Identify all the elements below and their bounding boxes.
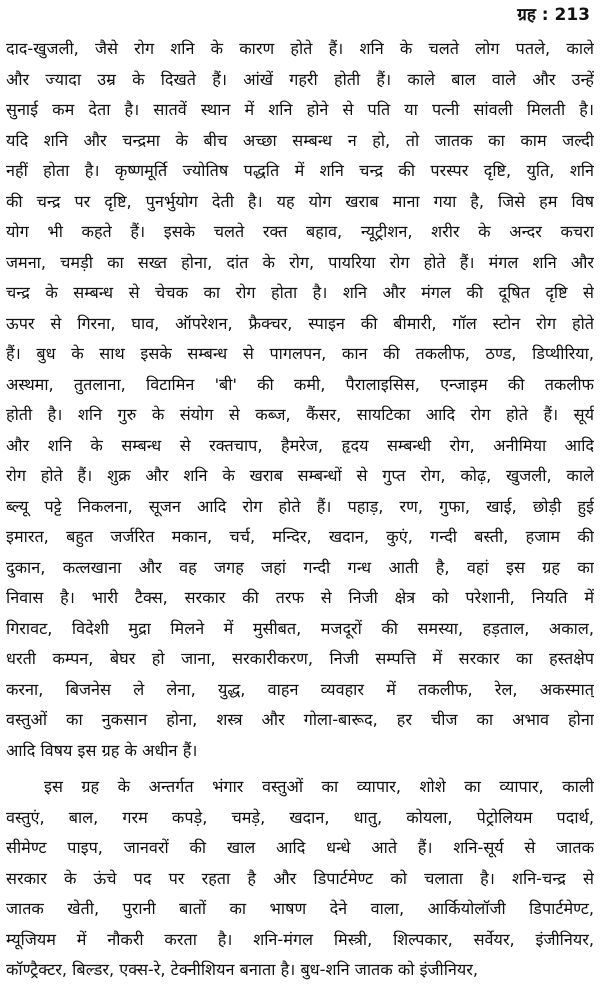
paragraph-2 xyxy=(6,772,594,986)
text-line: हैं। बुध के साथ इसके सम्बन्ध से पागलपन, कान की तकलीफ, ठण्ड, डिप्थीरिया, xyxy=(6,344,594,363)
text-line: सुनाई कम देता है। सातवें स्थान में शनि होने से पति या पत्नी सांवली मिलती है। xyxy=(6,100,594,119)
text-line: धरती कम्पन, बेघर हो जाना, सरकारीकरण, निजी सम्पत्ति में सरकार का हस्तक्षेप xyxy=(6,649,594,668)
page-header: ग्रह : 213 xyxy=(517,5,590,25)
text-line: इस ग्रह के अन्तर्गत भंगार वस्तुओं का व्यापार, शोशे का व्यापार, काली xyxy=(44,777,594,796)
text-line: निवास है। भारी टैक्स, सरकार की तरफ से निजी क्षेत्र को परेशानी, नियति में xyxy=(6,588,594,607)
text-line: चन्द्र के सम्बन्ध से चेचक का रोग होता है। शनि और मंगल की दूषित दृष्टि से xyxy=(6,283,594,302)
text-line: की चन्द्र पर दृष्टि, पुनर्भुयोग देती है। यह योग खराब माना गया है, जिसे हम विष xyxy=(6,191,594,211)
text-line: जमना, चमड़ी का सख्त होना, दांत के रोग, पायरिया रोग होते हैं। मंगल शनि और xyxy=(6,252,594,272)
text-line: और शनि के सम्बन्ध से रक्तचाप, हैमरेज, हृदय सम्बन्धी रोग, अनीमिया आदि xyxy=(6,435,594,455)
text-line: यदि शनि और चन्द्रमा के बीच अच्छा सम्बन्ध न हो, तो जातक का काम जल्दी xyxy=(6,130,594,150)
text-line: आदि विषय इस ग्रह के अधीन हैं। xyxy=(6,740,198,760)
text-line: सरकार के ऊंचे पद पर रहता है और डिपार्टमेण्ट को चलाता है। शनि-चन्द्र से xyxy=(6,868,594,888)
paragraph-1 xyxy=(6,34,594,766)
text-line: म्यूजियम में नौकरी करता है। शनि-मंगल मिस्त्री, शिल्पकार, सर्वेयर, इंजीनियर, xyxy=(6,929,594,949)
text-line: इमारत, बहुत जर्जरित मकान, चर्च, मन्दिर, खदान, कुएं, गन्दी बस्ती, हजाम की xyxy=(6,527,594,546)
text-line: दाद-खुजली, जैसे रोग शनि के कारण होते हैं। शनि के चलते लोग पतले, काले xyxy=(6,39,594,58)
body-text xyxy=(6,34,594,986)
text-line: वस्तुओं का नुकसान होना, शस्त्र और गोला-बारूद, हर चीज का अभाव होना xyxy=(6,710,594,729)
text-line: सीमेण्ट पाइप, जानवरों की खाल आदि धन्धे आते हैं। शनि-सूर्य से जातक xyxy=(6,838,594,857)
text-line: ऊपर से गिरना, घाव, ऑपरेशन, फ्रैक्चर, स्पाइन की बीमारी, गॉल स्टोन रोग होते xyxy=(6,313,594,333)
text-line: और ज्यादा उम्र के दिखते हैं। आंखें गहरी होती हैं। काले बाल वाले और उन्हें xyxy=(6,69,594,89)
text-line: अस्थमा, तुतलाना, विटामिन 'बी' की कमी, पैरालाइसिस, एन्जाइम की तकलीफ xyxy=(6,374,594,394)
text-line: करना, बिजनेस ले लेना, युद्ध, वाहन व्यवहार में तकलीफ, रेल, अकस्मात् xyxy=(6,679,594,699)
text-line: योग भी कहते हैं। इसके चलते रक्त बहाव, न्यूट्रीशन, शरीर के अन्दर कचरा xyxy=(6,222,594,241)
text-line: गिरावट, विदेशी मुद्रा मिलने में मुसीबत, मजदूरों की समस्या, हड़ताल, अकाल, xyxy=(6,618,594,638)
text-line: वस्तुएं, बाल, गरम कपड़े, चमड़े, खदान, धातु, कोयला, पेट्रोलियम पदार्थ, xyxy=(6,807,594,827)
text-line: जातक खेती, पुरानी बातों का भाषण देने वाला, आर्कियोलॉजी डिपार्टमेण्ट, xyxy=(6,899,594,918)
text-line: होती है। शनि गुरु के संयोग से कब्ज, कैंसर, सायटिका आदि रोग होते हैं। सूर्य xyxy=(6,405,594,424)
text-line: रोग होते हैं। शुक्र और शनि के खराब सम्बन्धों से गुप्त रोग, कोढ़, खुजली, काले xyxy=(6,466,594,485)
text-line: ब्ल्यू पट्टे निकलना, सूजन आदि रोग होते हैं। पहाड़, रण, गुफा, खाई, छोड़ी हुई xyxy=(6,496,594,516)
text-line: दुकान, कत्लखाना और वह जगह जहां गन्दी गन्ध आती है, वहां इस ग्रह का xyxy=(6,557,594,577)
text-line: नहीं होता है। कृष्णमूर्ति ज्योतिष पद्धति में शनि चन्द्र की परस्पर दृष्टि, युति, शनि xyxy=(6,161,594,180)
text-line: कॉण्ट्रैक्टर, बिल्डर, एक्स-रे, टेक्नीशियन बनाता है। बुध-शनि जातक को इंजीनियर, xyxy=(6,960,479,979)
